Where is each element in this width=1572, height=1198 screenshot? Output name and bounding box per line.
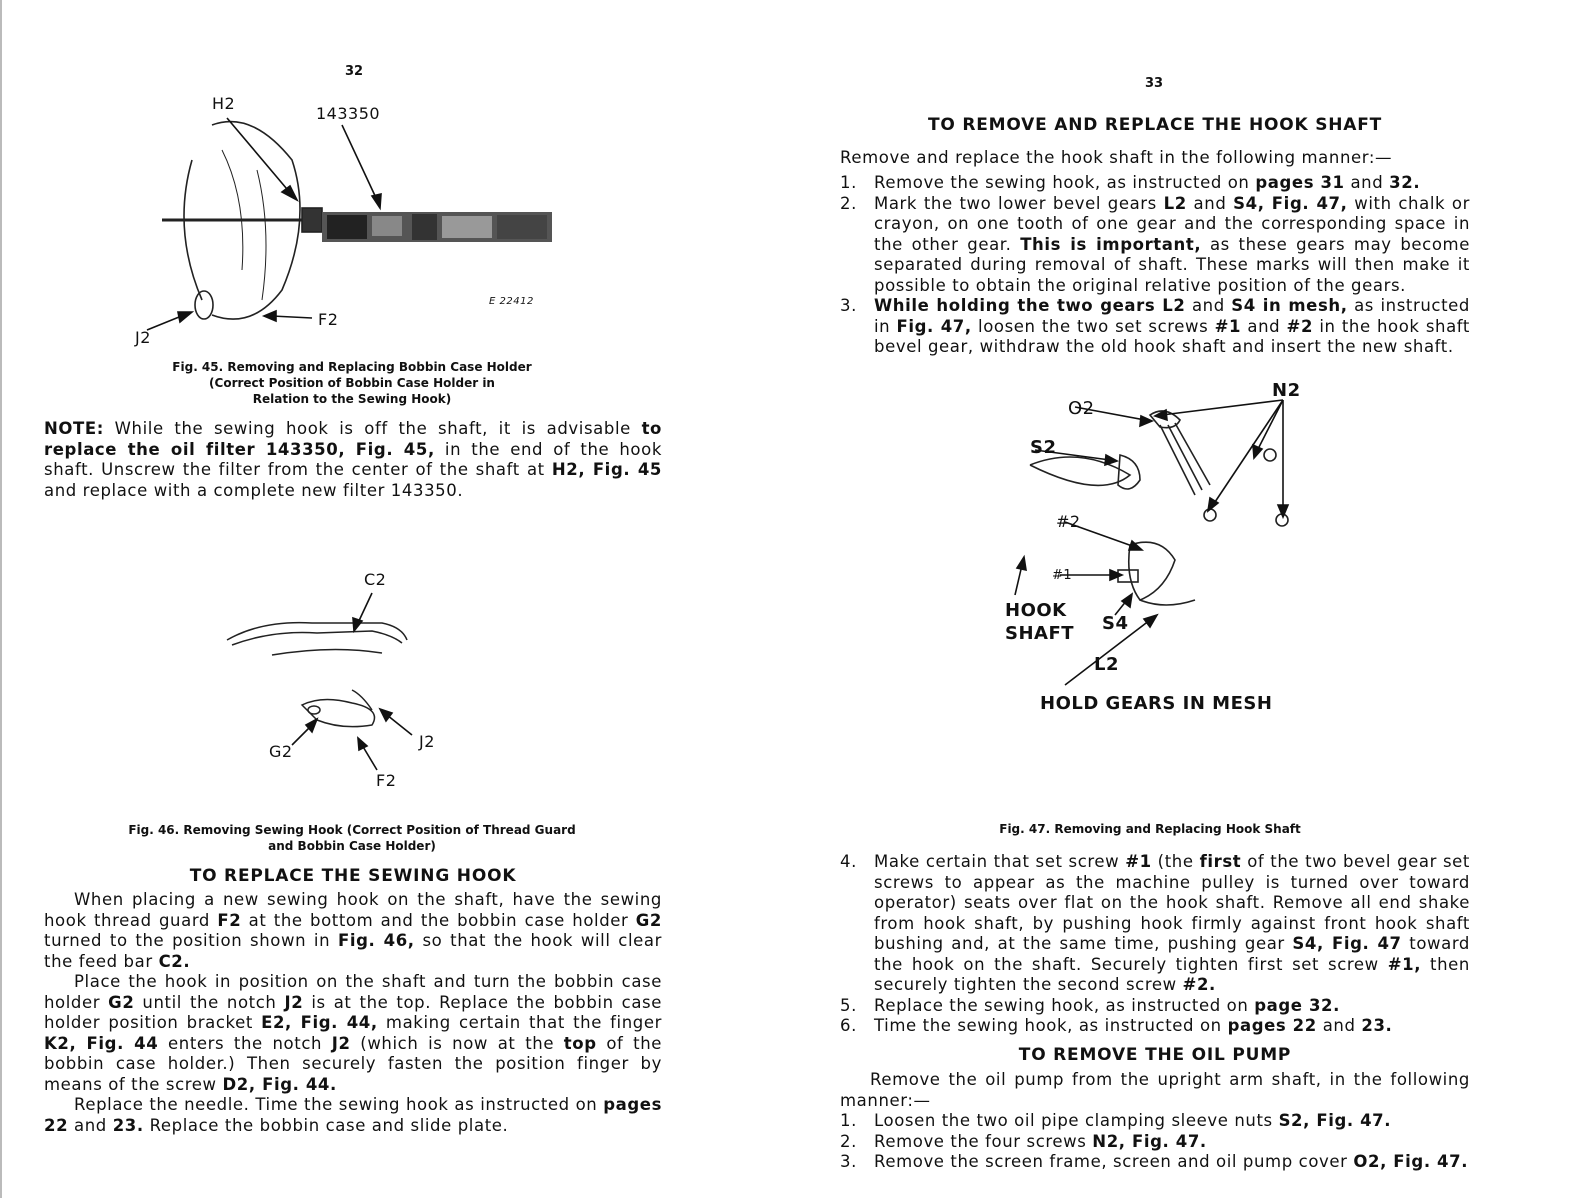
fig47-label-n2: N2 — [1272, 380, 1301, 401]
fig45-label-part: 143350 — [316, 104, 381, 123]
replace-hook-body — [44, 890, 662, 1136]
left-page — [0, 0, 782, 1198]
fig45-label-h2: H2 — [212, 94, 236, 113]
fig46-label-c2: C2 — [364, 570, 387, 589]
page-number: 33 — [1145, 76, 1164, 91]
step-3: 3. While holding the two gears L2 and S4 in mesh, as instructed in Fig. 47, loosen the two set screws #1 and #2 in the hook shaft bevel gear, withdraw the old hook shaft and insert the new shaft. — [840, 296, 1470, 356]
fig46-caption: Fig. 46. Removing Sewing Hook (Correct Position of Thread Guard and Bobbin Case Holder) — [128, 823, 576, 853]
step-1: 1. Remove the sewing hook, as instructed on pages 31 and 32. — [840, 173, 1421, 192]
fig46-label-j2: J2 — [419, 732, 435, 751]
fig47-caption: Fig. 47. Removing and Replacing Hook Shaft — [999, 822, 1301, 836]
fig47-label-s4: S4 — [1102, 613, 1129, 634]
step-4: 4. Make certain that set screw #1 (the first of the two bevel gear set screws to appear as the machine pulley is turned over toward operator) seats over flat on the hook shaft. Remove all end shake from hook shaft, by pushing hook firmly against front hook shaft bushing and, at the same time, pushing gear S4, Fig. 47 toward the hook on the shaft. Securely tighten first set screw #1, then securely tighten the second screw #2. — [840, 852, 1470, 994]
fig47-drawing — [1000, 385, 1320, 695]
fig47-label-screw2: #2 — [1056, 512, 1081, 531]
step-2: 2. Mark the two lower bevel gears L2 and S4, Fig. 47, with chalk or crayon, on one tooth of one gear and the corresponding space in the other gear. This is important, as these gears may become separated during removal of shaft. These marks will then make it possible to obtain the original relative position of the gears. — [840, 193, 1470, 295]
oil-step-3: 3. Remove the screen frame, screen and oil pump cover O2, Fig. 47. — [840, 1152, 1469, 1171]
fig46-label-g2: G2 — [269, 742, 293, 761]
oil-step-2: 2. Remove the four screws N2, Fig. 47. — [840, 1131, 1207, 1151]
fig45-caption: Fig. 45. Removing and Replacing Bobbin Case Holder (Correct Position of Bobbin Case Holder in Relation to the Sewing Hook) — [172, 360, 532, 406]
steps-hook-shaft-continued — [840, 852, 1470, 1037]
steps-oil-pump — [840, 1111, 1470, 1173]
section-title-replace-hook: TO REPLACE THE SEWING HOOK — [189, 866, 517, 886]
step-5: 5. Replace the sewing hook, as instructed on page 32. — [840, 995, 1340, 1015]
paragraph-1: When placing a new sewing hook on the shaft, have the sewing hook thread guard F2 at the bottom and the bobbin case holder G2 turned to the position shown in Fig. 46, so that the hook will clear the feed bar C2. — [44, 890, 662, 971]
fig47-label-l2: L2 — [1094, 654, 1119, 675]
page-number: 32 — [345, 64, 364, 79]
note-paragraph: NOTE: While the sewing hook is off the shaft, it is advisable to replace the oil filter 143350, Fig. 45, in the end of the hook shaft. Unscrew the filter from the center of the shaft at H2, Fig. 45 and replace with a complete new filter 143350. — [44, 419, 662, 500]
section-title-hook-shaft: TO REMOVE AND REPLACE THE HOOK SHAFT — [927, 115, 1383, 135]
section-title-oil-pump: TO REMOVE THE OIL PUMP — [1018, 1045, 1292, 1065]
steps-hook-shaft — [840, 173, 1470, 358]
intro-oil-pump: Remove the oil pump from the upright arm shaft, in the following manner:— — [840, 1070, 1470, 1110]
fig45-label-j2: J2 — [135, 328, 151, 347]
oil-step-1: 1. Loosen the two oil pipe clamping sleeve nuts S2, Fig. 47. — [840, 1111, 1392, 1130]
paragraph-2: Place the hook in position on the shaft and turn the bobbin case holder G2 until the notch J2 is at the top. Replace the bobbin case holder position bracket E2, Fig. 44, making certain that the finger K2, Fig. 44 enters the notch J2 (which is now at the top of the bobbin case holder.) Then securely fasten the position finger by means of the screw D2, Fig. 44. — [44, 972, 663, 1094]
fig46-drawing — [222, 585, 422, 785]
fig45-label-f2: F2 — [318, 310, 339, 329]
fig45-drawing — [122, 100, 562, 350]
paragraph-3: Replace the needle. Time the sewing hook as instructed on pages 22 and 23. Replace the bobbin case and slide plate. — [44, 1095, 662, 1135]
fig47-label-o2: O2 — [1068, 398, 1095, 419]
fig47-label-shaft: SHAFT — [1005, 623, 1075, 644]
intro-hook-shaft: Remove and replace the hook shaft in the following manner:— — [840, 148, 1393, 167]
fig45-label-code: E 22412 — [489, 296, 534, 307]
fig47-label-screw1: #1 — [1052, 568, 1073, 583]
fig46-label-f2: F2 — [376, 771, 397, 790]
right-page — [780, 0, 1572, 1198]
step-6: 6. Time the sewing hook, as instructed on pages 22 and 23. — [840, 1016, 1393, 1035]
fig47-label-s2: S2 — [1030, 437, 1057, 458]
fig47-label-hook: HOOK — [1005, 600, 1067, 621]
fig47-label-hold: HOLD GEARS IN MESH — [1040, 693, 1273, 714]
